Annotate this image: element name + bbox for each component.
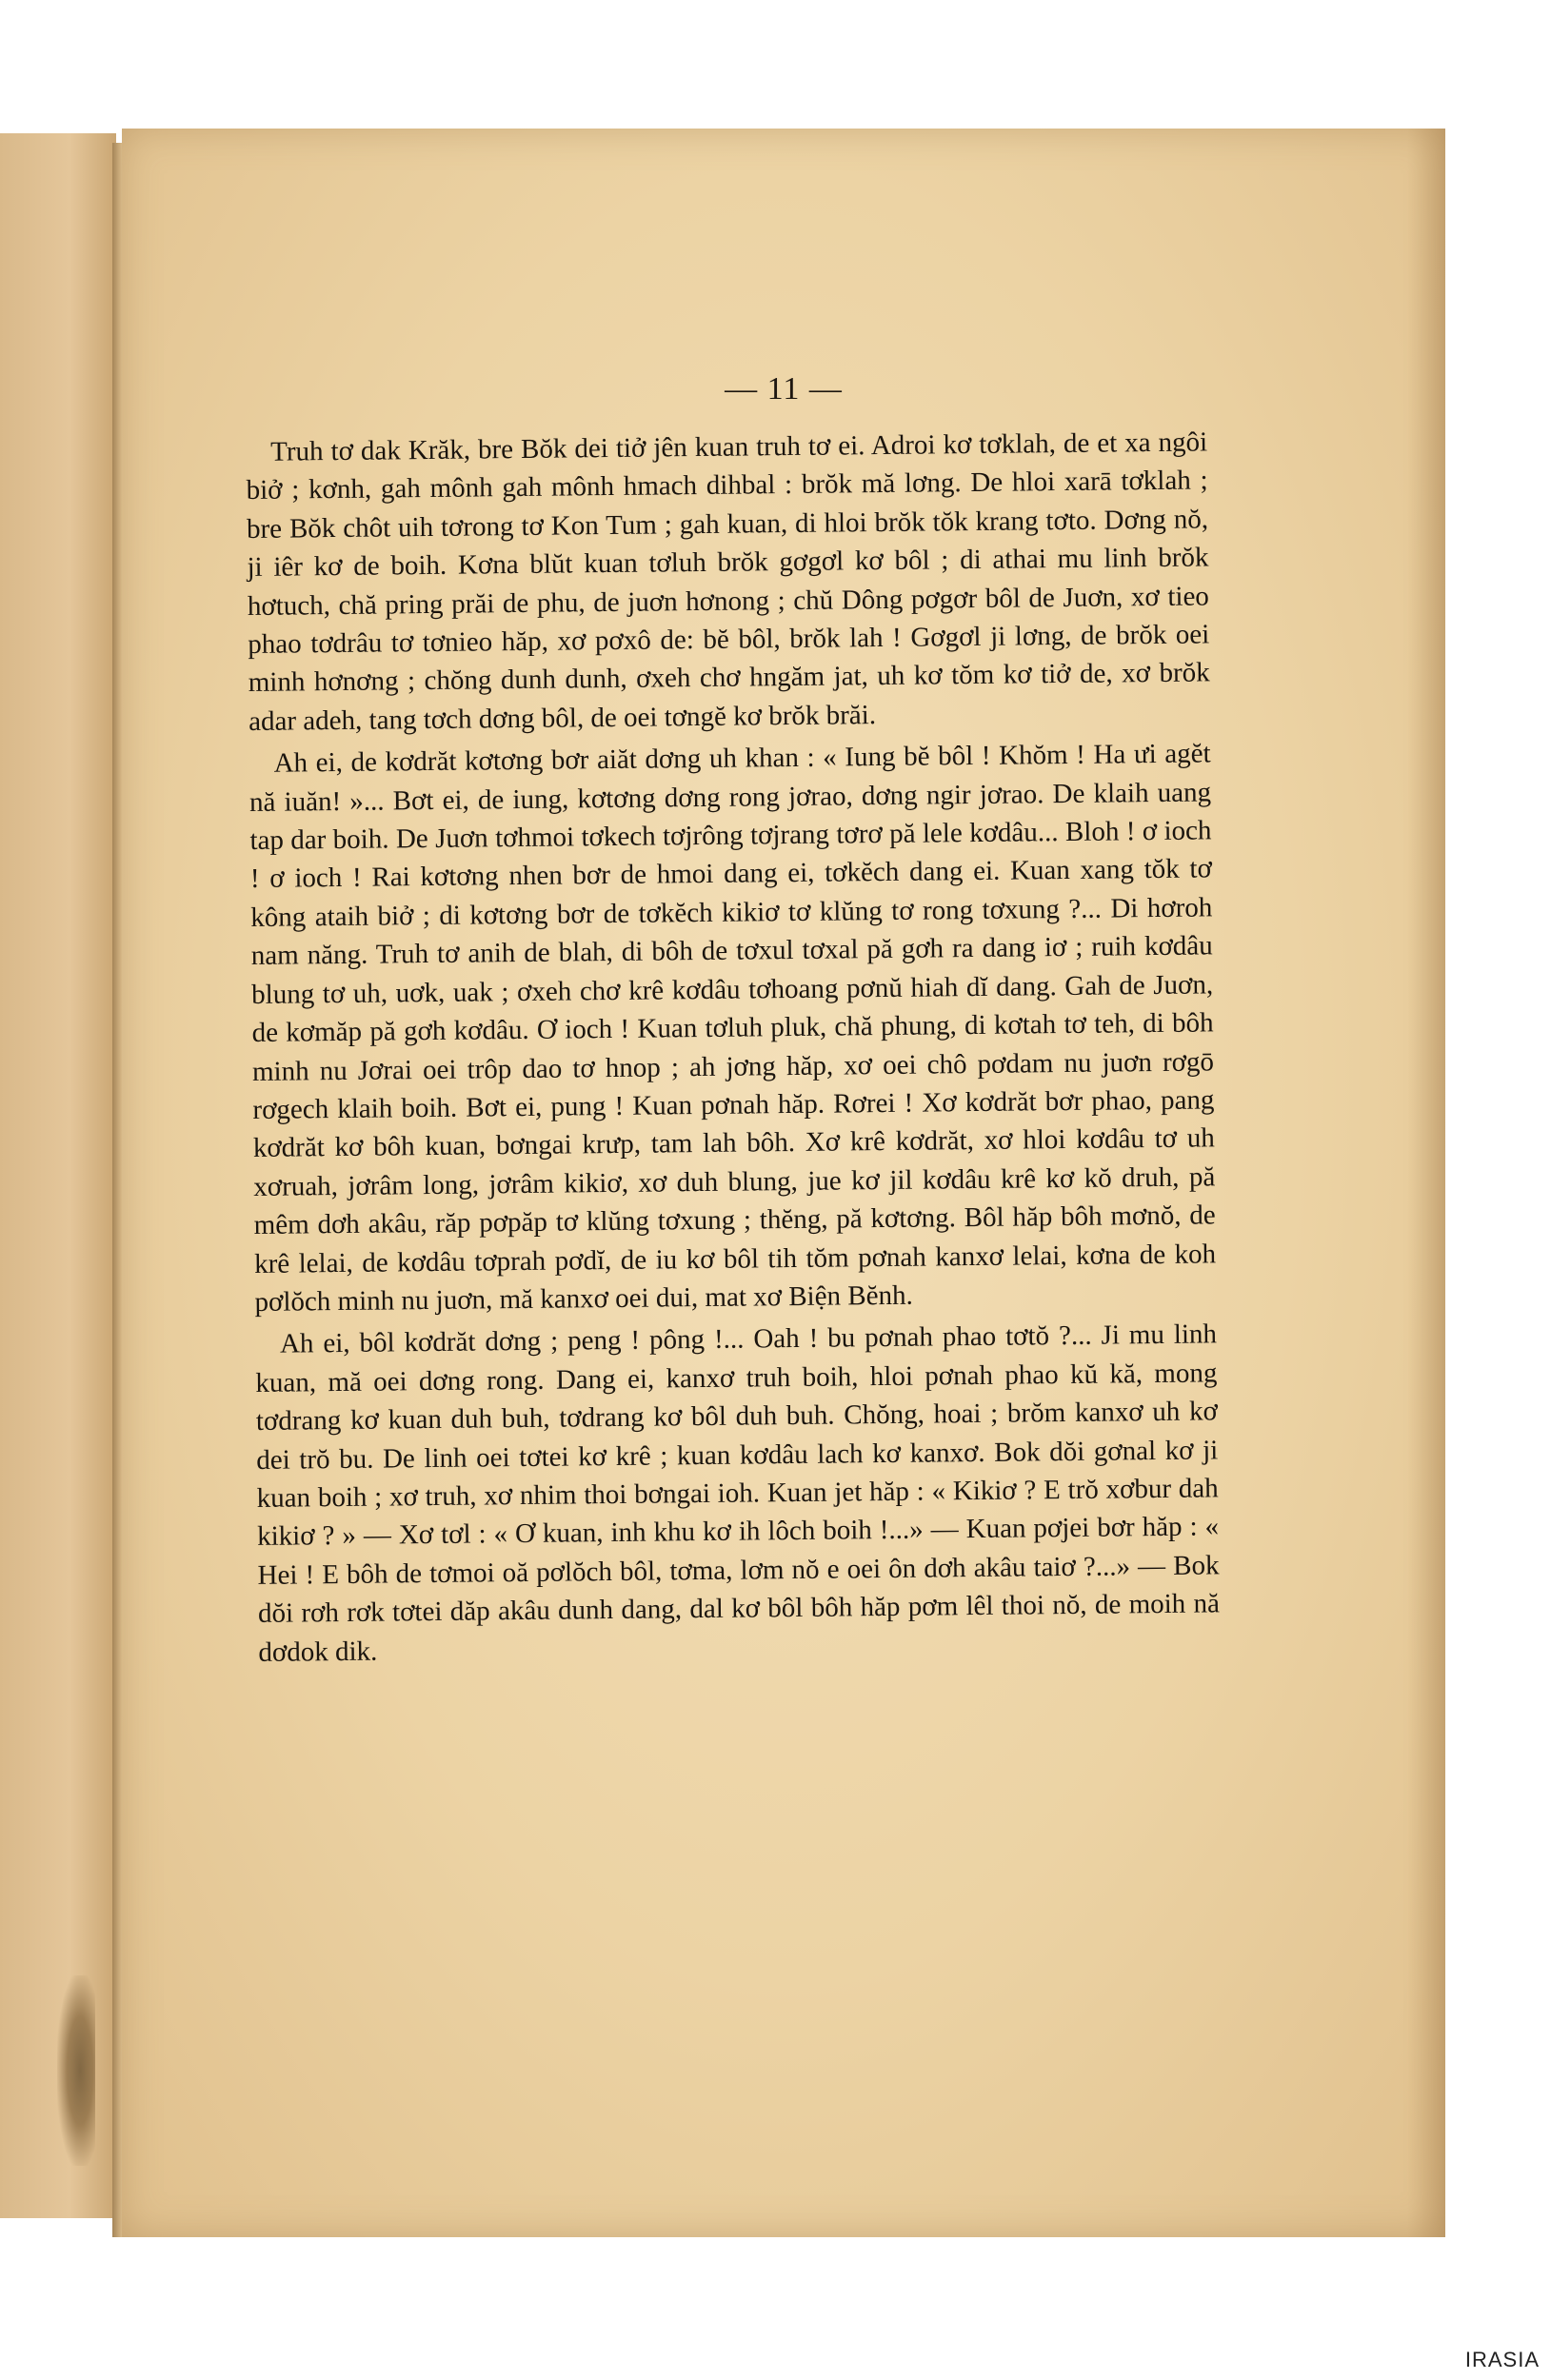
paragraph-3: Ah ei, bôl kơdrăt dơng ; peng ! pông !... Oah ! bu pơnah phao tơtŏ ?... Ji mu linh kuan, mă oei dơng rong. Dang ei, kanxơ truh boih, hloi pơnah phao kŭ kă, mong tơdrang kơ kuan duh buh, tơdrang kơ bôl duh buh. Chŏng, hoai ; brŏm kanxơ uh kơ dei trŏ bu. De linh oei tơtei kơ krê ; kuan kơdâu lach kơ kanxơ. Bok dŏi gơnal kơ ji kuan boih ; xơ truh, xơ nhim thoi bơngai ioh. Kuan jet hăp : « Kikiơ ? E trŏ xơbur dah kikiơ ? » — Xơ tơl : « Ơ kuan, inh khu kơ ih lôch boih !...» — Kuan pơjei bơr hăp : « Hei ! E bôh de tơmoi oă pơlŏch bôl, tơma, lơm nŏ e oei ôn dơh akâu taiơ ?...» — Bok dŏi rơh rơk tơtei dăp akâu dunh dang, dal kơ bôl bôh hăp pơm lêl thoi nŏ, de moih nă dơdok dik. [255, 1319, 1221, 1668]
document-page [122, 129, 1445, 2237]
book-gutter [112, 143, 122, 2237]
page-number: — 11 — [725, 371, 843, 407]
paragraph-2: Ah ei, de kơdrăt kơtơng bơr aiăt dơng uh khan : « Iung bĕ bôl ! Khŏm ! Ha ưi agĕt nă iuăn! »... Bơt ei, de iung, kơtơng dơng rong jơrao, dơng ngir jơrao. De klaih uang tap dar boih. De Juơn tơhmoi tơkech tơjrông tơjrang tơrơ pă lele kơdâu... Bloh ! ơ ioch ! ơ ioch ! Rai kơtơng nhen bơr de hmoi dang ei, tơkĕch dang ei. Kuan xang tŏk tơ kông ataih biở ; di kơtơng bơr de tơkĕch kikiơ tơ klŭng tơ rong tơxung ?... Di hơroh nam năng. Truh tơ anih de blah, di bôh de tơxul tơxal pă gơh ra dang iơ ; ruih kơdâu blung tơ uh, uơk, uak ; ơxeh chơ krê kơdâu tơhoang pơnŭ hiah dĭ dang. Gah de Juơn, de kơmăp pă gơh kơdâu. Ơ ioch ! Kuan tơluh pluk, chă phung, di kơtah tơ teh, di bôh minh nu Jơrai oei trôp dao tơ hnop ; ah jơng hăp, xơ oei chô pơdam nu juơn rơgō rơgech klaih boih. Bơt ei, pung ! Kuan pơnah hăp. Rơrei ! Xơ kơdrăt bơr phao, pang kơdrăt kơ bôh kuan, bơngai krưp, tam lah bôh. Xơ krê kơdrăt, xơ hloi kơdâu tơ uh xơruah, jơrâm long, jơrâm kikiơ, xơ duh blung, jue kơ jil kơdâu krê kơ kŏ druh, pă mêm dơh akâu, răp pơpăp tơ klŭng tơxung ; thĕng, pă kơtơng. Bôl hăp bôh mơnŏ, de krê lelai, de kơdâu tơprah pơdĭ, de iu kơ bôl tih tŏm pơnah kanxơ lelai, kơna de koh pơlŏch minh nu juơn, mă kanxơ oei dui, mat xơ Biện Bĕnh. [249, 738, 1217, 1318]
page-text [246, 423, 1221, 1676]
previous-page-edge [0, 133, 116, 2218]
paragraph-1: Truh tơ dak Krăk, bre Bŏk dei tiở jên kuan truh tơ ei. Adroi kơ tơklah, de et xa ngôi biở ; kơnh, gah mônh gah mônh hmach dihbal : brŏk mă lơng. De hloi xarā tơklah ; bre Bŏk chôt uih tơrong tơ Kon Tum ; gah kuan, di hloi brŏk tŏk krang tơto. Dơng nŏ, ji iêr kơ de boih. Kơna blŭt kuan tơluh brŏk gơgơl kơ bôl ; di athai mu linh brŏk hơtuch, chă pring prăi de phu, de juơn hơnong ; chŭ Dông pơgơr bôl de Juơn, xơ tieo phao tơdrâu tơ tơnieo hăp, xơ pơxô de: bĕ bôl, brŏk lah ! Gơgơl ji lơng, de brŏk oei minh hơnơng ; chŏng dunh dunh, ơxeh chơ hngăm jat, uh kơ tŏm kơ tiở de, xơ brŏk adar adeh, tang tơch dơng bôl, de oei tơngĕ kơ brŏk brăi. [246, 426, 1210, 737]
source-watermark: IRASIA [1464, 2348, 1540, 2371]
paper-damage [57, 1975, 95, 2166]
